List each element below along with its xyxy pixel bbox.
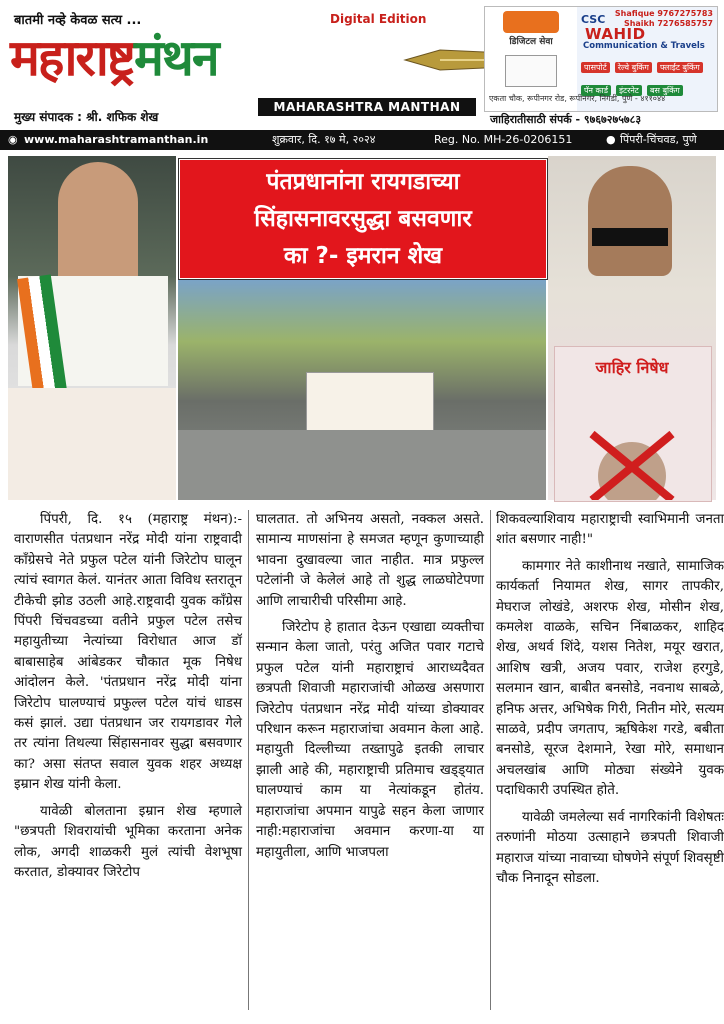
- ad-csc-label: CSC: [581, 13, 606, 26]
- article-column-3: [496, 510, 724, 889]
- ad-service-chip: फ्लाईट बुकिंग: [657, 62, 703, 73]
- article-paragraph: कामगार नेते काशीनाथ नखाते, सामाजिक कार्यकर्ता नियामत शेख, सागर तापकीर, मेघराज लोखंडे, अशरफ शेख, मोसीन शेख, कमलेश वाळके, सचिन निंबाळकर, शाहिद शेख, अथर्व शिंदे, यशस नितेश, मयूर खरात, आशिष खत्री, अजय पवार, राजेश हरगुडे, सलमान खान, बाबीत बनसोडे, नवनाथ साबळे, हनिफ अत्तर, अभिषेक गिरी, नितीन मोरे, सत्यम साळवे, प्रदीप जगताप, ऋषिकेश गरडे, बबीता बनसोडे, सूरज देशमाने, रेखा मोरे, समाधान अचलखांब आणि मोठ्या संख्येने युवक पदाधिकारी उपस्थित होते.: [496, 558, 724, 799]
- issue-date: शुक्रवार, दि. १७ मे, २०२४: [272, 133, 376, 146]
- advertisement-box[interactable]: [484, 6, 718, 112]
- article-paragraph: यावेळी बोलताना इम्रान शेख म्हणाले "छत्रपती शिवरायांची भूमिका करताना अनेक लोक, अगदी शाळकरी मुलं त्यांची वेशभूषा करतात, डोक्यावर जिरेटोप: [14, 803, 242, 880]
- globe-icon: ◉: [8, 133, 18, 146]
- headline-line-1: पंतप्रधानांना रायगडाच्या: [266, 169, 460, 195]
- registration-number: Reg. No. MH-26-0206151: [434, 133, 573, 146]
- placard: [8, 388, 176, 500]
- article-column-2: [256, 510, 484, 863]
- masthead-red-word: महाराष्ट्र: [10, 29, 134, 87]
- protest-sign-text: जाहिर निषेध: [595, 358, 669, 377]
- article-paragraph: जिरेटोप हे हातात देऊन एखाद्या व्यक्तीचा सन्मान केला जातो, परंतु अजित पवार गटाचे प्रफुल पटेल यांनी महाराष्ट्राचं आराध्यदैवत छत्रपती शिवाजी महाराजांची ओळख असणारा जिरेटोप पंतप्रधान नरेंद्र मोदी यांच्या डोक्यावर परिधान करून महाराजांचा अवमान केला आहे. महायुती दिल्लीच्या तख्तापुढे इतकी लाचार झाली आहे की, महाराष्ट्राची प्रतिमाच खड्ड्यात घालण्याचं काम या नेत्यांकडून होतंय. महाराजांचा अपमान यापुढे सहन केला जाणार नाही:महाराजांचा अवमान करणा-या या महायुतीला, आणि भाजपला: [256, 620, 484, 860]
- info-bar: [0, 130, 724, 150]
- protest-banner: [306, 372, 434, 434]
- ad-service-chip: इंटरनेट: [616, 85, 642, 96]
- ad-phones: Shafique 9767275783 Shaikh 7276585757: [614, 9, 713, 28]
- article-paragraph: शिकवल्याशिवाय महाराष्ट्राची स्वाभिमानी जनता शांत बसणार नाही!": [496, 512, 724, 548]
- article-paragraph: यावेळी जमलेल्या सर्व नागरिकांनी विशेषतः तरुणांनी मोठया उत्साहाने छत्रपती शिवाजी महाराज यांच्या नावाच्या घोषणेने संपूर्ण शिवसृष्टी चौक निनादून सोडला.: [496, 809, 724, 886]
- digital-india-logo-icon: [505, 55, 557, 87]
- masked-protester-photo: [548, 156, 716, 500]
- ad-services: [581, 55, 715, 97]
- location-text: पिंपरी-चिंचवड, पुणे: [620, 133, 697, 146]
- ad-contact-line: जाहिरातीसाठी संपर्क - ९७६७२७५७८३: [490, 113, 642, 126]
- protester-face: [588, 166, 672, 276]
- aapale-sarkar-logo-icon: [503, 11, 559, 33]
- ad-service-chip: रेल्वे बुकिंग: [615, 62, 652, 73]
- ad-service-chip: पासपोर्ट: [581, 62, 610, 73]
- headline: [180, 160, 546, 278]
- ad-business-name: WAHID: [585, 25, 646, 43]
- protest-group-photo: [178, 280, 546, 500]
- speaker-face: [58, 162, 138, 292]
- location-pin-icon: ●: [606, 133, 616, 146]
- column-divider: [248, 510, 249, 1010]
- digital-edition-label: Digital Edition: [330, 12, 427, 26]
- masthead-green-word: मंथन: [134, 29, 218, 87]
- headline-line-3: का ?- इमरान शेख: [283, 243, 443, 269]
- ad-service-chip: बस बुकिंग: [647, 85, 683, 96]
- road: [178, 430, 546, 500]
- article-paragraph: घालतात. तो अभिनय असतो, नक्कल असते. सामान्य माणसांना हे समजत म्हणून कुणाच्याही भावना दुखावल्या जात नाहीत. मात्र प्रफुल्ल पटेलांनी जे केलेलं आहे तो शुद्ध लाळघोटेपणा आणि लाचारीची परिसीमा आहे.: [256, 512, 484, 609]
- column-divider: [490, 510, 491, 1010]
- article-paragraph: पिंपरी, दि. १५ (महाराष्ट्र मंथन):- वाराणसीत पंतप्रधान नरेंद्र मोदी यांना राष्ट्रवादी काँग्रेसचे नेते प्रफुल पटेल यांनी जिरेटोप घालून त्यांचं स्वागत केलं. यानंतर आता विविध स्तरातून टीकेची झोड उठली आहे.राष्ट्रवादी युवक काँग्रेस पिंपरी चिंचवडच्या वतीने प्रफुल पटेल तसेच महायुतीच्या नेत्यांच्या विरोधात आज डॉ बाबासाहेब आंबेडकर चौकात मूक निषेध आंदोलन केले. 'पंतप्रधान नरेंद्र मोदी यांना जिरेटोप घालण्याचं प्रफुल्ल पटेल यांचं धाडस कसं झालं. उद्या पंतप्रधान जर रायगडावर गेले तर त्यांना तिथल्या सिंहासनावर सुद्धा बसवणार का? असा संतप्त सवाल युवक शहर अध्यक्ष इम्रान शेख यांनी केला.: [14, 512, 242, 793]
- crossed-portrait-icon: [582, 426, 682, 500]
- ad-business-subtitle: Communication & Travels: [583, 41, 705, 51]
- speaker-photo: [8, 156, 176, 500]
- masthead-title: [10, 28, 218, 88]
- brand-english-bar: MAHARASHTRA MANTHAN: [258, 98, 476, 116]
- ad-service-chip: पॅन कार्ड: [581, 85, 611, 96]
- tagline: बातमी नव्हे केवळ सत्य ...: [14, 13, 142, 28]
- headline-line-2: सिंहासनावरसुद्धा बसवणार: [254, 206, 472, 232]
- ad-address: एकता चौक, रूपीनगर रोड, रूपीनगर, निगडी, पुणे - ४११०४४: [489, 94, 666, 103]
- chief-editor: मुख्य संपादक : श्री. शफिक शेख: [14, 110, 159, 124]
- black-mask: [592, 228, 668, 246]
- ad-digital-label: डिजिटल सेवा: [509, 37, 553, 47]
- article-column-1: [14, 510, 242, 883]
- website-link[interactable]: www.maharashtramanthan.in: [24, 133, 209, 146]
